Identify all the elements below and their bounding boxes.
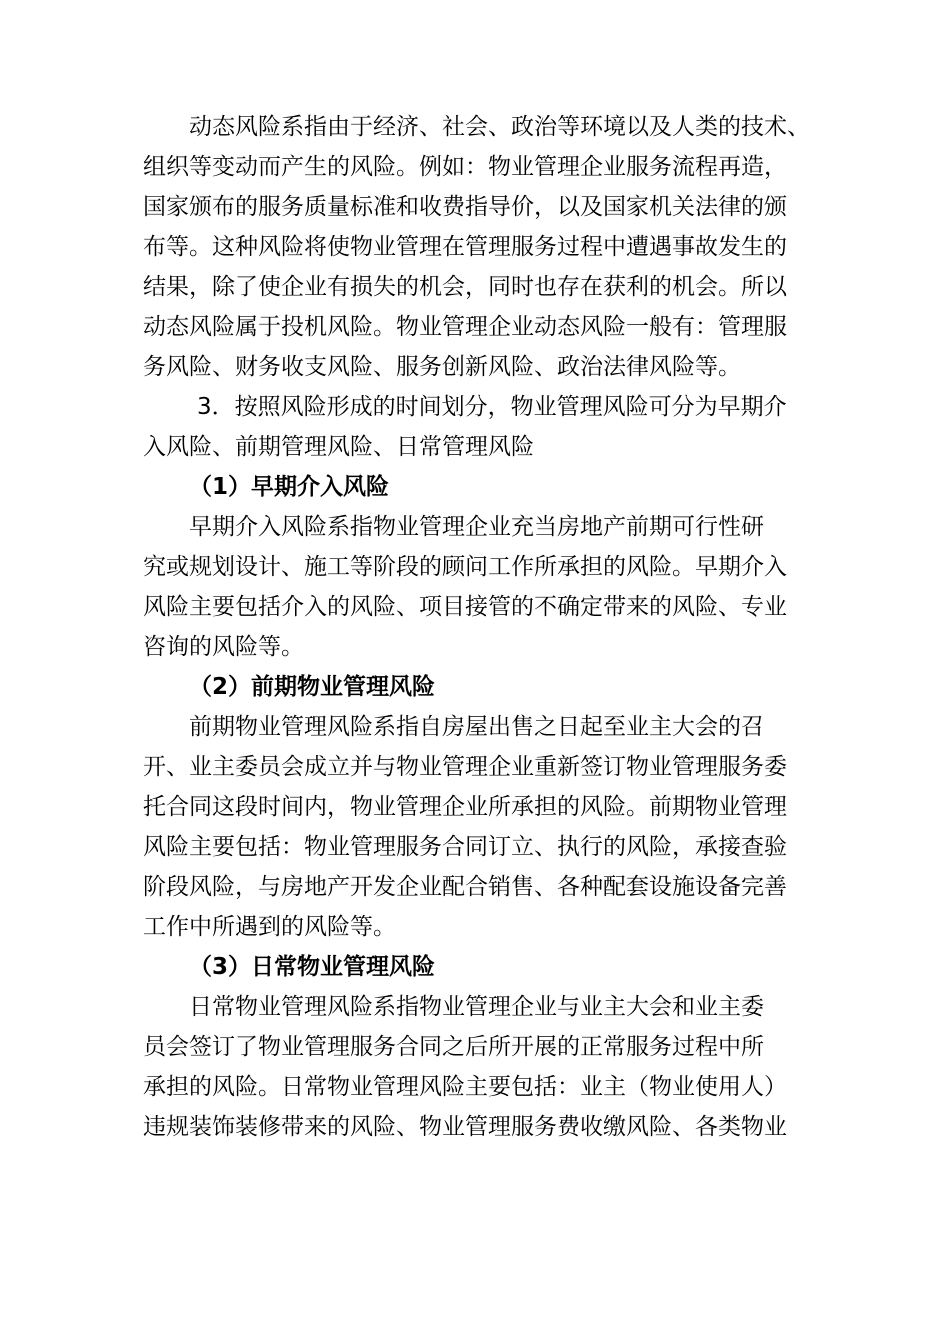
paragraph-line: 员会签订了物业管理服务合同之后所开展的正常服务过程中所: [143, 1034, 764, 1060]
paragraph-line: 组织等变动而产生的风险。例如：物业管理企业服务流程再造，: [143, 154, 787, 180]
paragraph-line: 早期介入风险系指物业管理企业充当房地产前期可行性研: [189, 514, 764, 540]
paragraph-line: 违规装饰装修带来的风险、物业管理服务费收缴风险、各类物业: [143, 1114, 787, 1140]
paragraph-line: 工作中所遇到的风险等。: [143, 914, 396, 940]
paragraph-line: 风险主要包括：物业管理服务合同订立、执行的风险，承接查验: [143, 834, 787, 860]
paragraph-line: 国家颁布的服务质量标准和收费指导价，以及国家机关法律的颁: [143, 194, 787, 220]
paragraph-line: 托合同这段时间内，物业管理企业所承担的风险。前期物业管理: [143, 794, 787, 820]
paragraph-line: 开、业主委员会成立并与物业管理企业重新签订物业管理服务委: [143, 754, 787, 780]
section-heading: （3）日常物业管理风险: [189, 954, 436, 980]
section-heading: （1）早期介入风险: [189, 474, 390, 500]
paragraph-line: 务风险、财务收支风险、服务创新风险、政治法律风险等。: [143, 354, 741, 380]
paragraph-line: 风险主要包括介入的风险、项目接管的不确定带来的风险、专业: [143, 594, 787, 620]
paragraph-line: 承担的风险。日常物业管理风险主要包括：业主（物业使用人）: [143, 1074, 787, 1100]
document-body: [143, 107, 813, 1147]
paragraph-line: 布等。这种风险将使物业管理在管理服务过程中遭遇事故发生的: [143, 234, 787, 260]
paragraph-line: 动态风险属于投机风险。物业管理企业动态风险一般有：管理服: [143, 314, 787, 340]
paragraph-line: 入风险、前期管理风险、日常管理风险: [143, 434, 534, 460]
section-heading: （2）前期物业管理风险: [189, 674, 436, 700]
paragraph-line: 日常物业管理风险系指物业管理企业与业主大会和业主委: [189, 994, 764, 1020]
paragraph-line: 动态风险系指由于经济、社会、政治等环境以及人类的技术、: [189, 114, 810, 140]
paragraph-line: 前期物业管理风险系指自房屋出售之日起至业主大会的召: [189, 714, 764, 740]
paragraph-line: 究或规划设计、施工等阶段的顾问工作所承担的风险。早期介入: [143, 554, 787, 580]
paragraph-line: 阶段风险，与房地产开发企业配合销售、各种配套设施设备完善: [143, 874, 787, 900]
paragraph-line: 咨询的风险等。: [143, 634, 304, 660]
paragraph-line: 3．按照风险形成的时间划分，物业管理风险可分为早期介: [197, 394, 787, 420]
paragraph-line: 结果，除了使企业有损失的机会，同时也存在获利的机会。所以: [143, 274, 787, 300]
